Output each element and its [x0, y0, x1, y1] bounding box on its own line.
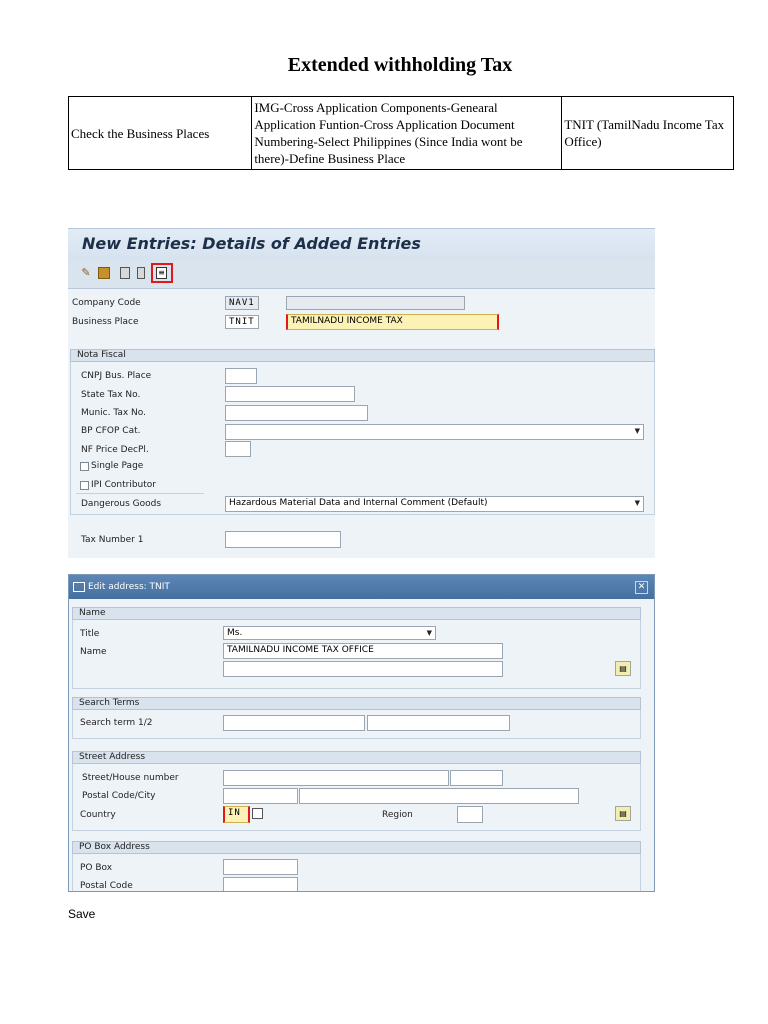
- po-box-header: PO Box Address: [72, 841, 641, 854]
- search-term-2-field[interactable]: [367, 715, 510, 731]
- street-address-header: Street Address: [72, 751, 641, 764]
- search-term-label: Search term 1/2: [80, 718, 153, 728]
- print-icon[interactable]: [137, 267, 145, 279]
- screen-header: [68, 228, 655, 261]
- dialog-titlebar: [69, 575, 654, 599]
- po-postal-code-field[interactable]: [223, 877, 298, 892]
- save-instruction: Save: [68, 907, 96, 921]
- edit-address-dialog: [68, 574, 655, 892]
- single-page-label: Single Page: [91, 461, 144, 471]
- search-terms-header: Search Terms: [72, 697, 641, 710]
- dangerous-goods-dropdown[interactable]: [225, 496, 644, 512]
- title-label: Title: [80, 629, 100, 639]
- company-code-field[interactable]: NAV1: [225, 296, 259, 310]
- name-field-2[interactable]: [223, 661, 503, 677]
- ipi-label: IPI Contributor: [91, 480, 156, 490]
- table-cell-step: Check the Business Places: [69, 97, 252, 170]
- munic-tax-field[interactable]: [225, 405, 368, 421]
- business-place-description: TAMILNADU INCOME TAX: [286, 314, 499, 330]
- title-dropdown[interactable]: [223, 626, 436, 640]
- more-fields-icon[interactable]: ▤: [615, 806, 631, 821]
- table-cell-path: IMG-Cross Application Components-Genearal Application Funtion-Cross Application Document Numbering-Select Philippines (Since India wont be there)-Define Business Place: [252, 97, 562, 170]
- cnpj-field[interactable]: [225, 368, 257, 384]
- country-help-icon[interactable]: [252, 808, 263, 819]
- pencil-icon[interactable]: ✎: [81, 266, 91, 279]
- search-term-1-field[interactable]: [223, 715, 365, 731]
- business-place-field[interactable]: TNIT: [225, 315, 259, 329]
- ipi-checkbox[interactable]: [80, 481, 89, 490]
- company-code-label: Company Code: [72, 298, 141, 308]
- info-table: [68, 96, 734, 170]
- bp-cfop-label: BP CFOP Cat.: [81, 426, 141, 436]
- country-field[interactable]: IN: [223, 806, 250, 823]
- country-label: Country: [80, 810, 116, 820]
- postal-city-label: Postal Code/City: [82, 791, 156, 801]
- street-field[interactable]: [223, 770, 449, 786]
- city-field[interactable]: [299, 788, 579, 804]
- document-title: Extended withholding Tax: [287, 54, 513, 76]
- po-postal-code-label: Postal Code: [80, 881, 133, 891]
- po-box-label: PO Box: [80, 863, 113, 873]
- bp-cfop-dropdown[interactable]: [225, 424, 644, 440]
- name-field-1[interactable]: TAMILNADU INCOME TAX OFFICE: [223, 643, 503, 659]
- single-page-checkbox[interactable]: [80, 462, 89, 471]
- region-label: Region: [382, 810, 413, 820]
- business-place-label: Business Place: [72, 317, 139, 327]
- title-value: Ms.: [227, 628, 243, 638]
- house-number-field[interactable]: [450, 770, 503, 786]
- nf-price-field[interactable]: [225, 441, 251, 457]
- table-cell-value: TNIT (TamilNadu Income Tax Office): [562, 97, 734, 170]
- more-fields-icon[interactable]: ▤: [615, 661, 631, 676]
- po-box-field[interactable]: [223, 859, 298, 875]
- new-entries-screen: [68, 228, 655, 558]
- chevron-down-icon: ▼: [634, 427, 640, 435]
- dangerous-goods-label: Dangerous Goods: [81, 499, 162, 509]
- divider: [76, 493, 204, 494]
- chevron-down-icon: ▼: [634, 499, 640, 507]
- postal-code-field[interactable]: [223, 788, 298, 804]
- tax-number-1-label: Tax Number 1: [81, 535, 144, 545]
- table-row: [69, 97, 734, 170]
- chevron-down-icon: ▼: [426, 629, 432, 637]
- nota-fiscal-header: Nota Fiscal: [70, 349, 655, 362]
- region-field[interactable]: [457, 806, 483, 823]
- state-tax-label: State Tax No.: [81, 390, 141, 400]
- company-code-description: [286, 296, 465, 310]
- close-icon[interactable]: ✕: [635, 581, 648, 594]
- application-toolbar: [68, 260, 655, 289]
- state-tax-field[interactable]: [225, 386, 355, 402]
- tax-number-1-field[interactable]: [225, 531, 341, 548]
- dangerous-goods-value: Hazardous Material Data and Internal Comment (Default): [229, 498, 488, 508]
- name-section-header: Name: [72, 607, 641, 620]
- transport-icon[interactable]: [98, 267, 110, 279]
- nf-price-label: NF Price DecPl.: [81, 445, 149, 455]
- street-label: Street/House number: [82, 773, 179, 783]
- screen-title: New Entries: Details of Added Entries: [82, 234, 421, 253]
- details-icon[interactable]: ≡: [156, 267, 167, 279]
- name-label: Name: [80, 647, 107, 657]
- save-local-icon[interactable]: [120, 267, 130, 279]
- cnpj-label: CNPJ Bus. Place: [81, 371, 152, 381]
- window-icon: [73, 582, 85, 592]
- dialog-title: Edit address: TNIT: [88, 582, 170, 592]
- munic-tax-label: Munic. Tax No.: [81, 408, 146, 418]
